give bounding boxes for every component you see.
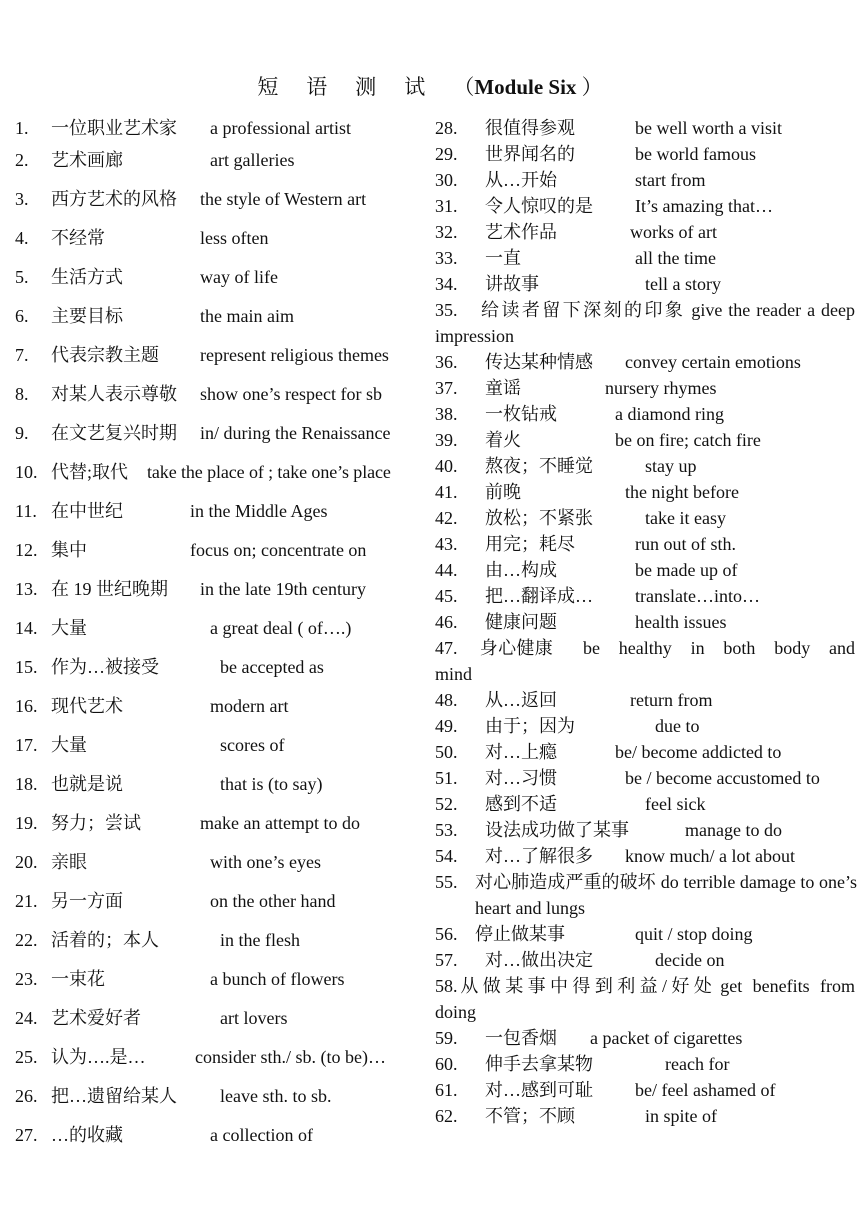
item-number: 40.: [435, 456, 458, 476]
item-chinese: 亲眼: [51, 852, 87, 872]
list-item: [435, 635, 855, 687]
item-chinese: 从做某事中得到利益/好处: [457, 976, 717, 996]
item-chinese: 集中: [51, 540, 87, 560]
list-item: [15, 500, 425, 524]
list-item: [435, 611, 855, 635]
item-number: 32.: [435, 222, 458, 242]
item-english: show one’s respect for sb: [200, 384, 382, 404]
item-english: leave sth. to sb.: [220, 1086, 332, 1106]
item-english: be on fire; catch fire: [615, 430, 761, 450]
list-item: [435, 273, 855, 297]
item-english: take the place of ; take one’s place: [147, 462, 391, 482]
item-english: the main aim: [200, 306, 294, 326]
item-english: manage to do: [685, 820, 782, 840]
list-item: [15, 812, 425, 836]
list-item: [435, 247, 855, 271]
item-chinese: …的收藏: [51, 1125, 123, 1145]
list-item: [435, 455, 855, 479]
item-number: 50.: [435, 742, 458, 762]
item-english: in spite of: [645, 1106, 717, 1126]
item-number: 15.: [15, 657, 38, 677]
list-item: [435, 377, 855, 401]
item-english: be world famous: [635, 144, 756, 164]
item-number: 60.: [435, 1054, 458, 1074]
item-chinese: 从…返回: [485, 690, 557, 710]
item-number: 14.: [15, 618, 38, 638]
list-item: [15, 539, 425, 563]
item-chinese: 不经常: [51, 228, 105, 248]
item-number: 39.: [435, 430, 458, 450]
item-chinese: 生活方式: [51, 267, 123, 287]
item-number: 9.: [15, 423, 29, 443]
list-item: [435, 403, 855, 427]
item-number: 38.: [435, 404, 458, 424]
item-number: 34.: [435, 274, 458, 294]
list-item: [15, 890, 425, 914]
list-item: [435, 1105, 855, 1129]
item-chinese: 艺术画廊: [51, 150, 123, 170]
list-item: [15, 1046, 425, 1070]
list-item: [435, 533, 855, 557]
item-chinese: 对…上瘾: [485, 742, 557, 762]
list-item: [435, 507, 855, 531]
item-number: 44.: [435, 560, 458, 580]
item-chinese: 很值得参观: [485, 118, 575, 138]
item-number: 35.: [435, 300, 458, 320]
list-item: [435, 429, 855, 453]
item-english: scores of: [220, 735, 285, 755]
item-chinese: 熬夜；不睡觉: [485, 456, 593, 476]
item-chinese: 用完；耗尽: [485, 534, 575, 554]
item-body: [475, 869, 857, 921]
list-item: [15, 383, 425, 407]
item-chinese: 伸手去拿某物: [485, 1054, 593, 1074]
list-item: [435, 793, 855, 817]
list-item: [15, 227, 425, 251]
item-number: 57.: [435, 950, 458, 970]
item-english: in the late 19th century: [200, 579, 366, 599]
item-english: be well worth a visit: [635, 118, 782, 138]
item-english: art galleries: [210, 150, 295, 170]
list-item: [15, 773, 425, 797]
item-english: stay up: [645, 456, 697, 476]
item-chinese: 从…开始: [485, 170, 557, 190]
list-item: [435, 169, 855, 193]
item-number: 17.: [15, 735, 38, 755]
item-chinese: 在 19 世纪晚期: [51, 579, 168, 599]
item-number: 43.: [435, 534, 458, 554]
item-chinese: 传达某种情感: [485, 352, 593, 372]
item-english: works of art: [630, 222, 717, 242]
item-chinese: 艺术爱好者: [51, 1008, 141, 1028]
item-number: 25.: [15, 1047, 38, 1067]
item-chinese: 对某人表示尊敬: [51, 384, 177, 404]
list-item: [435, 715, 855, 739]
item-chinese: 另一方面: [51, 891, 123, 911]
item-english: way of life: [200, 267, 278, 287]
item-chinese: 对…感到可耻: [485, 1080, 593, 1100]
item-number: 47.: [435, 638, 458, 658]
item-english: focus on; concentrate on: [190, 540, 367, 560]
list-item: [15, 734, 425, 758]
list-item: [15, 851, 425, 875]
item-english: a bunch of flowers: [210, 969, 345, 989]
item-number: 54.: [435, 846, 458, 866]
item-english: It’s amazing that…: [635, 196, 773, 216]
title-chinese: 短语测试: [257, 75, 454, 99]
item-english: be healthy in both body and mind: [435, 638, 855, 684]
item-english: convey certain emotions: [625, 352, 801, 372]
item-number: 7.: [15, 345, 29, 365]
item-chinese: 一直: [485, 248, 521, 268]
list-item: [435, 481, 855, 505]
item-chinese: 代表宗教主题: [51, 345, 159, 365]
item-chinese: 在中世纪: [51, 501, 123, 521]
item-english: in/ during the Renaissance: [200, 423, 391, 443]
item-english: health issues: [635, 612, 727, 632]
list-item: [435, 1027, 855, 1051]
item-chinese: 对…做出决定: [485, 950, 593, 970]
item-number: 26.: [15, 1086, 38, 1106]
item-english: a collection of: [210, 1125, 313, 1145]
item-english: less often: [200, 228, 269, 248]
list-item: [15, 578, 425, 602]
list-item: [15, 617, 425, 641]
item-number: 3.: [15, 189, 29, 209]
item-number: 56.: [435, 924, 458, 944]
item-english: all the time: [635, 248, 716, 268]
title-paren-open: （: [453, 75, 475, 99]
list-item: [435, 871, 858, 921]
item-number: 58.: [435, 976, 458, 996]
title-module: Module Six: [474, 75, 577, 99]
item-number: 2.: [15, 150, 29, 170]
item-number: 12.: [15, 540, 38, 560]
item-number: 4.: [15, 228, 29, 248]
item-number: 45.: [435, 586, 458, 606]
list-item: [435, 767, 855, 791]
item-english: reach for: [665, 1054, 730, 1074]
item-english: due to: [655, 716, 700, 736]
item-english: run out of sth.: [635, 534, 736, 554]
item-number: 31.: [435, 196, 458, 216]
item-chinese: 对…了解很多: [485, 846, 593, 866]
item-number: 13.: [15, 579, 38, 599]
item-chinese: 由…构成: [485, 560, 557, 580]
list-item: [435, 1053, 855, 1077]
item-number: 16.: [15, 696, 38, 716]
item-chinese: 一枚钻戒: [485, 404, 557, 424]
item-english: a packet of cigarettes: [590, 1028, 743, 1048]
list-item: [15, 929, 425, 953]
item-chinese: 设法成功做了某事: [485, 820, 629, 840]
item-number: 10.: [15, 462, 38, 482]
item-number: 8.: [15, 384, 29, 404]
item-english: the style of Western art: [200, 189, 367, 209]
item-english: know much/ a lot about: [625, 846, 795, 866]
item-chinese: 代替;取代: [51, 462, 129, 482]
item-number: 51.: [435, 768, 458, 788]
item-english: in the Middle Ages: [190, 501, 328, 521]
item-chinese: 世界闻名的: [485, 144, 575, 164]
item-english: be/ feel ashamed of: [635, 1080, 776, 1100]
list-item: [435, 351, 855, 375]
item-number: 55.: [435, 872, 458, 892]
item-chinese: 西方艺术的风格: [51, 189, 177, 209]
item-english: translate…into…: [635, 586, 760, 606]
list-item: [435, 741, 855, 765]
item-number: 30.: [435, 170, 458, 190]
item-chinese: 一位职业艺术家: [51, 118, 177, 138]
list-item: [15, 1007, 425, 1031]
item-english: feel sick: [645, 794, 706, 814]
list-item: [15, 422, 425, 446]
list-item: [435, 195, 855, 219]
item-number: 1.: [15, 118, 29, 138]
list-item: [435, 143, 855, 167]
item-chinese: 努力；尝试: [51, 813, 141, 833]
list-item: [435, 117, 855, 141]
item-english: art lovers: [220, 1008, 288, 1028]
item-english: consider sth./ sb. (to be)…: [195, 1047, 386, 1067]
item-number: 20.: [15, 852, 38, 872]
item-chinese: 活着的；本人: [51, 930, 159, 950]
list-item: [15, 149, 425, 173]
item-number: 48.: [435, 690, 458, 710]
item-chinese: 主要目标: [51, 306, 123, 326]
item-number: 46.: [435, 612, 458, 632]
item-number: 5.: [15, 267, 29, 287]
item-number: 23.: [15, 969, 38, 989]
item-chinese: 令人惊叹的是: [485, 196, 593, 216]
item-number: 42.: [435, 508, 458, 528]
list-item: [15, 188, 425, 212]
item-chinese: 童谣: [485, 378, 521, 398]
item-english: take it easy: [645, 508, 726, 528]
item-number: 29.: [435, 144, 458, 164]
item-english: decide on: [655, 950, 725, 970]
item-number: 37.: [435, 378, 458, 398]
list-item: [15, 1124, 425, 1148]
item-number: 41.: [435, 482, 458, 502]
item-chinese: 放松；不紧张: [485, 508, 593, 528]
item-number: 24.: [15, 1008, 38, 1028]
item-number: 59.: [435, 1028, 458, 1048]
item-chinese: 身心健康: [479, 638, 554, 658]
item-chinese: 感到不适: [485, 794, 557, 814]
item-number: 21.: [15, 891, 38, 911]
list-item: [15, 656, 425, 680]
list-item: [435, 559, 855, 583]
list-item: [15, 117, 425, 141]
item-chinese: 给读者留下深刻的印象: [479, 300, 686, 320]
item-chinese: 不管；不顾: [485, 1106, 575, 1126]
item-chinese: 前晚: [485, 482, 521, 502]
list-item: [435, 949, 855, 973]
item-chinese: 在文艺复兴时期: [51, 423, 177, 443]
item-english: on the other hand: [210, 891, 336, 911]
item-number: 18.: [15, 774, 38, 794]
item-number: 28.: [435, 118, 458, 138]
item-english: represent religious themes: [200, 345, 389, 365]
list-item: [435, 689, 855, 713]
title-paren-close: ）: [576, 75, 603, 99]
item-number: 49.: [435, 716, 458, 736]
item-english: nursery rhymes: [605, 378, 717, 398]
item-chinese: 作为…被接受: [51, 657, 159, 677]
item-number: 27.: [15, 1125, 38, 1145]
item-english: a professional artist: [210, 118, 351, 138]
list-item: [435, 845, 855, 869]
list-item: [15, 266, 425, 290]
list-item: [15, 1085, 425, 1109]
item-chinese: 大量: [51, 735, 87, 755]
item-number: 53.: [435, 820, 458, 840]
item-number: 11.: [15, 501, 37, 521]
item-chinese: 大量: [51, 618, 87, 638]
item-chinese: 把…翻译成…: [485, 586, 593, 606]
list-item: [435, 221, 855, 245]
item-number: 61.: [435, 1080, 458, 1100]
item-english: return from: [630, 690, 713, 710]
item-chinese: 一束花: [51, 969, 105, 989]
list-item: [435, 819, 855, 843]
list-item: [435, 585, 855, 609]
item-english: modern art: [210, 696, 289, 716]
list-item: [435, 973, 855, 1025]
item-english: that is (to say): [220, 774, 323, 794]
list-item: [15, 695, 425, 719]
list-item: [15, 461, 425, 485]
item-number: 62.: [435, 1106, 458, 1126]
item-chinese: 由于；因为: [485, 716, 575, 736]
item-chinese: 把…遗留给某人: [51, 1086, 177, 1106]
item-chinese: 艺术作品: [485, 222, 557, 242]
item-number: 6.: [15, 306, 29, 326]
list-item: [435, 923, 855, 947]
item-english: be/ become addicted to: [615, 742, 782, 762]
item-english: start from: [635, 170, 706, 190]
item-chinese: 现代艺术: [51, 696, 123, 716]
item-chinese: 一包香烟: [485, 1028, 557, 1048]
item-chinese: 对…习惯: [485, 768, 557, 788]
item-english: do terrible damage to one’s heart and lungs: [475, 872, 858, 918]
item-english: a great deal ( of….): [210, 618, 352, 638]
item-chinese: 对心肺造成严重的破坏: [475, 872, 656, 892]
item-number: 19.: [15, 813, 38, 833]
list-item: [435, 1079, 855, 1103]
item-number: 52.: [435, 794, 458, 814]
item-english: tell a story: [645, 274, 721, 294]
item-english: make an attempt to do: [200, 813, 360, 833]
item-number: 36.: [435, 352, 458, 372]
page-title: [0, 72, 860, 102]
item-english: with one’s eyes: [210, 852, 321, 872]
item-english: in the flesh: [220, 930, 300, 950]
list-item: [15, 344, 425, 368]
item-chinese: 讲故事: [485, 274, 539, 294]
list-item: [15, 305, 425, 329]
item-english: give the reader a deep impression: [435, 300, 856, 346]
item-chinese: 着火: [485, 430, 521, 450]
item-english: quit / stop doing: [635, 924, 753, 944]
item-number: 33.: [435, 248, 458, 268]
item-english: a diamond ring: [615, 404, 724, 424]
list-item: [15, 968, 425, 992]
list-item: [435, 297, 855, 349]
item-chinese: 健康问题: [485, 612, 557, 632]
item-chinese: 认为….是…: [51, 1047, 146, 1067]
item-english: the night before: [625, 482, 739, 502]
item-english: be / become accustomed to: [625, 768, 820, 788]
item-number: 22.: [15, 930, 38, 950]
item-english: be accepted as: [220, 657, 324, 677]
item-chinese: 也就是说: [51, 774, 123, 794]
item-chinese: 停止做某事: [475, 924, 565, 944]
item-english: be made up of: [635, 560, 738, 580]
item-english: get benefits from doing: [435, 976, 855, 1022]
